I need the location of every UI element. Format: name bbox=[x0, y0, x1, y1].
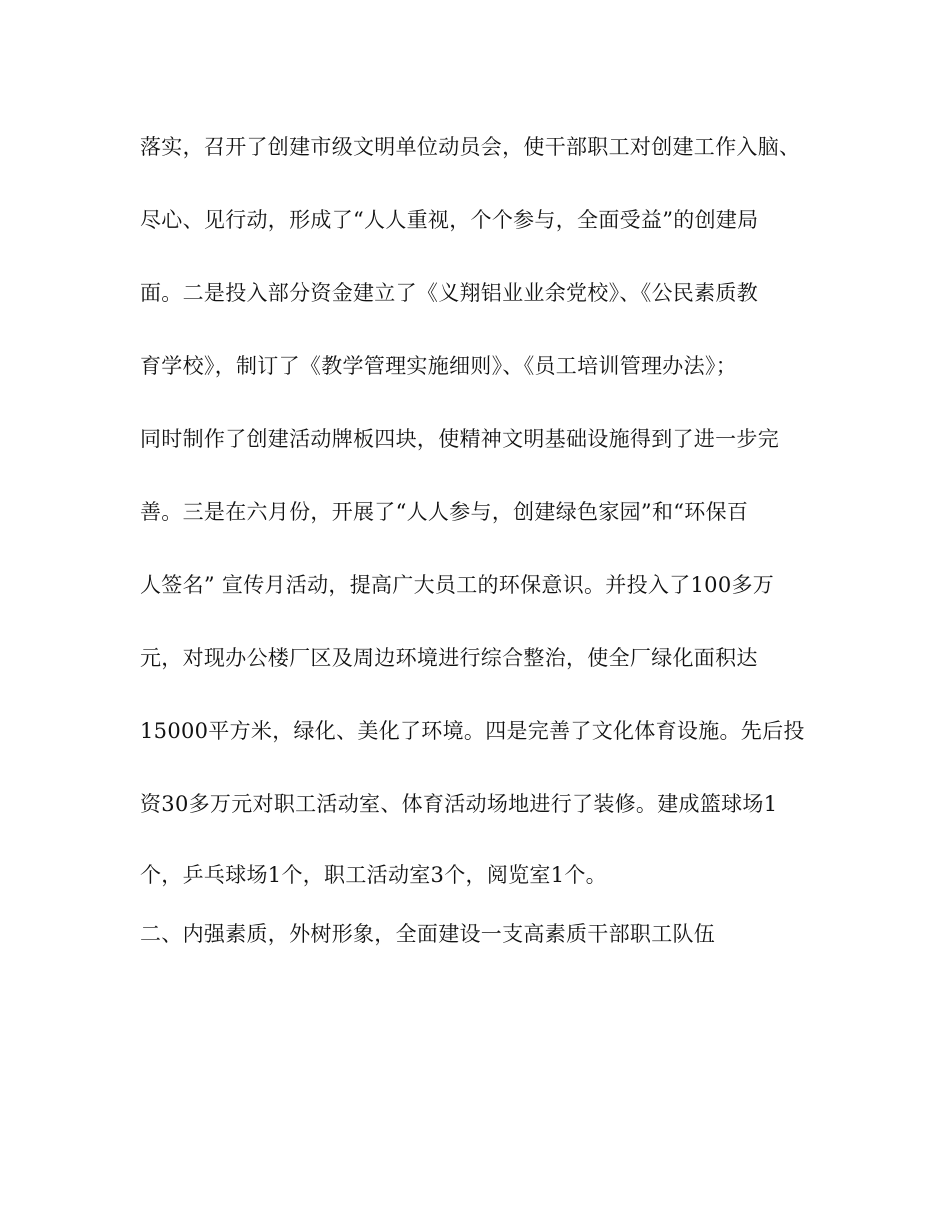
body-text-line: 元，对现办公楼厂区及周边环境进行综合整治，使全厂绿化面积达 bbox=[140, 646, 758, 670]
body-text-line: 善。三是在六月份，开展了“人人参与，创建绿色家园”和“环保百 bbox=[140, 500, 749, 524]
body-text-line: 面。二是投入部分资金建立了《义翔铝业业余党校》、《公民素质教 bbox=[140, 281, 758, 305]
body-text-line: 同时制作了创建活动牌板四块，使精神文明基础设施得到了进一步完 bbox=[140, 427, 779, 451]
body-text-line: 育学校》，制订了《教学管理实施细则》、《员工培训管理办法》； bbox=[140, 354, 737, 378]
section-heading: 二、内强素质，外树形象，全面建设一支高素质干部职工队伍 bbox=[140, 922, 716, 946]
body-text-line: 资30多万元对职工活动室、体育活动场地进行了装修。建成篮球场1 bbox=[140, 792, 778, 816]
body-text-line: 尽心、见行动，形成了“人人重视，个个参与，全面受益”的创建局 bbox=[140, 208, 759, 232]
body-text-line: 人签名” 宣传月活动，提高广大员工的环保意识。并投入了100多万 bbox=[140, 573, 775, 597]
body-text-line: 落实，召开了创建市级文明单位动员会，使干部职工对创建工作入脑、 bbox=[140, 135, 801, 159]
body-text-line: 15000平方米，绿化、美化了环境。四是完善了文化体育设施。先后投 bbox=[140, 719, 805, 743]
body-text-line: 个，乒乓球场1个，职工活动室3个，阅览室1个。 bbox=[140, 863, 607, 887]
